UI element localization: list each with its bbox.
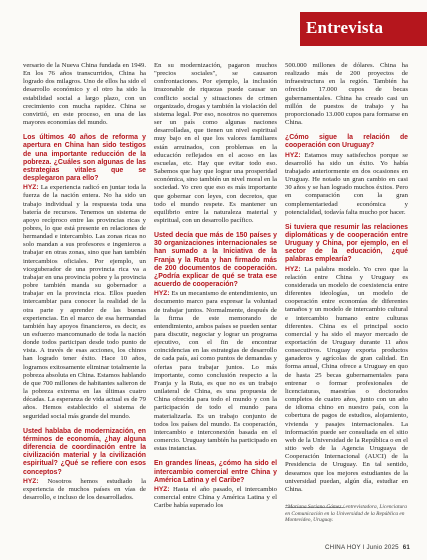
question: ¿Cómo sigue la relación de cooperación con Uruguay? [285, 134, 408, 150]
question: Los últimos 40 años de reforma y apertura en China han sido testigos de una importante reducción de la pobreza. ¿Cuáles son algunas de las estrategias vitales que se desplegaron para ello? [23, 134, 146, 183]
question: Si tuviera que resumir las relaciones diplomáticas y de cooperación entre Uruguay y China, por ejemplo, en el sector de la educación, ¿qué palabras emplearía? [285, 223, 408, 264]
speaker-label: HYZ: [285, 265, 301, 273]
answer-paragraph [285, 266, 408, 492]
speaker-label: HYZ: [154, 485, 170, 493]
question: Usted decía que más de 150 países y 30 organizaciones internacionales se han sumado a la Iniciativa de la Franja y la Ruta y han firmado más de 200 documentos de cooperación. ¿Podría explicar de qué se trata ese acuerdo de cooperación? [154, 232, 277, 289]
speaker-label: HYZ: [23, 184, 39, 192]
speaker-label: HYZ: [23, 477, 39, 485]
answer-text: Nosotros hemos estudiado la experiencia de muchos países en vías de desarrollo, e incluso de los desarrollados. [23, 477, 146, 501]
answer-paragraph [285, 152, 408, 217]
answer-paragraph [154, 486, 277, 510]
page-footer [325, 544, 410, 551]
column-2 [154, 62, 277, 532]
column-3 [285, 62, 408, 492]
question: Usted hablaba de modernización, en términos de economía, ¿hay alguna diferencia de coordinación entre la civilización material y la civilización espiritual? ¿Qué se refiere con esos conceptos? [23, 427, 146, 476]
question: En grandes líneas, ¿cómo ha sido el intercambio comercial entre China y América Latina y el Caribe? [154, 460, 277, 484]
article-columns [23, 62, 410, 534]
answer-text: La experiencia radicó en juntar toda la fuerza de la nación entera. No ha sido un trabajo individual y la respuesta toda una batería de recursos. Tenemos un sistema de apoyo recíproco entre las provincias ricas y pobres, lo que está presente en relaciones de hermandad e intercambio. Las zonas ricas no solo mandan a sus profesores e ingenieros a trabajar en otras zonas, sino que han también intercambios oficiales. Por ejemplo, un viceguberador de una provincia rica va a trabajar en una provincia pobre y la provincia pobre también manda su gobernador a trabajar en la provincia rica. Ellos pueden intercambiar para conocer la realidad de la otra parte y aprender de las buenas experiencias. En el marco de esa hermandad también hay apoyos financieros, es decir, es un esfuerzo mancomunado de toda la nación donde todos participan desde todo punto de vista. A través de esas acciones, los chinos han logrado tener éxito. Hace 10 años, logramos exitosamente eliminar totalmente la pobreza absoluta en China. Estamos hablando de que 700 millones de habitantes salieron de la pobreza extrema en las últimas cuatro décadas. La esperanza de vida actual es de 79 años. Hemos establecido el sistema de seguridad social más grande del mundo. [23, 184, 146, 420]
answer-text: Es un mecanismo de entendimiento, un documento marco para expresar la voluntad de trabajar juntos. Normalmente, después de la firma de este memorando de entendimiento, ambos países se pueden sentar para discutir, negociar y lograr un programa ejecutivo, con el fin de encontrar coincidencias en las estrategias de desarrollo de cada país, así como puntos de demandas y ofertas para trabajar juntos. Lo más importante, como conclusión respecto a la Franja y la Ruta, es que no es un trabajo unilateral de China, es una propuesta de China ofrecida para todo el mundo y con la participación de todo el mundo para materializarla. Es un trabajo conjunto de todos los países del mundo. Es cooperación, intercambio e interconexión basada en el comercio. Uruguay también ha participado en estas instancias. [154, 290, 277, 453]
answer-paragraph [23, 184, 146, 421]
footnote-area [285, 492, 408, 534]
paragraph: En su modernización, pagaron muchos "precios sociales", se causaron confrontaciones. Por ejemplo, la inclusión irrazonable de riquezas puede causar un conflicto social y situaciones de crimen organizado, drogas y también la violación del sistema legal. Por eso, nosotros no queremos ser un país como algunas naciones desarrolladas, que tienen un nivel espiritual muy bajo en el que los valores familiares están arruinados, con problemas en la educación reflejados en el acoso en las escuelas, etc. Hay que evitar todo eso. Sabemos que hay que lograr una prosperidad económica, sino también un nivel moral en la sociedad. Yo creo que eso es más importante que gobernar con leyes, con decretos, que todo el mundo respete. Es mantener un equilibrio entre la naturaleza material y espiritual, con un desarrollo pacífico. [154, 62, 277, 224]
footnote: *Mariana Soriano Gómez / entrevistadora, Licenciatura en Comunicación en la Universidad de la República en Montevideo, Uruguay. [285, 504, 407, 524]
paragraph: 500.000 millones de dólares. China ha realizado más de 200 proyectos de infraestructura en la región. También ha ofrecido 17.000 cupos de becas gubernamentales. China ha creado casi un millón de puestos de trabajo y ha proporcionado 13.000 cupos para formarse en China. [285, 62, 408, 127]
column-1 [23, 62, 146, 532]
paragraph: versario de la Nueva China fundada en 1949. En los 76 años transcurridos, China ha logrado dos milagros. Uno de ellos ha sido el desarrollo económico y el otro ha sido la estabilidad social a largo plazo, con un crecimiento con mucha rapidez. China se convirtió, en este proceso, en una de las mayores economías del mundo. [23, 62, 146, 127]
answer-text: La palabra modelo. Yo creo que la relación entre China y Uruguay es considerada un modelo de coexistencia entre diferentes ideologías, un modelo de cooperación entre economías de diferentes tamaños y un modelo de intercambio cultural e intercambio humano entre culturas diferentes. China es el principal socio comercial y ha sido el mayor mercado de exportación de Uruguay durante 11 años consecutivos. Uruguay exporta productos ganaderos y agrícolas de gran calidad. En forma anual, China ofrece a Uruguay en quo de hasta 25 becas gubernamentales para entrenar o formar profesionales de licenciaturas, maestrías o doctorados completos de cuatro años, junto con un año de idioma chino en nuestro país, con la cobertura de pagos de estudios, alojamiento, vivienda y pasajes internacionales. La información puede ser consultada en el sitio web de la Universidad de la República o en el sitio web de la Agencia Uruguaya de Cooperación Internacional (AUCI) de la Presidencia de Uruguay. En tal sentido, deseamos que los mejores estudiantes de la universidad puedan, algún día, estudiar en China. [285, 265, 408, 492]
answer-text: Hasta el año pasado, el intercambio comercial entre China y América Latina y el Caribe había superado los [154, 485, 277, 510]
answer-text: Estamos muy satisfechos porque se desarrolló ha sido un éxito. Yo había trabajado anteriormente en dos ocasiones en Uruguay. He notado un gran cambio en casi 30 años y se han logrado muchos éxitos. Pero en comparación con la gran complementariedad económica y potencialidad, todavía falta mucho por hacer. [285, 151, 408, 216]
publication-name: CHINA HOY I Junio 2025 [325, 544, 399, 551]
speaker-label: HYZ: [285, 151, 301, 159]
answer-paragraph [154, 290, 277, 453]
page-number: 61 [402, 544, 410, 551]
answer-paragraph [23, 478, 146, 502]
speaker-label: HYZ: [154, 290, 170, 298]
section-title: Entrevista [306, 18, 384, 37]
